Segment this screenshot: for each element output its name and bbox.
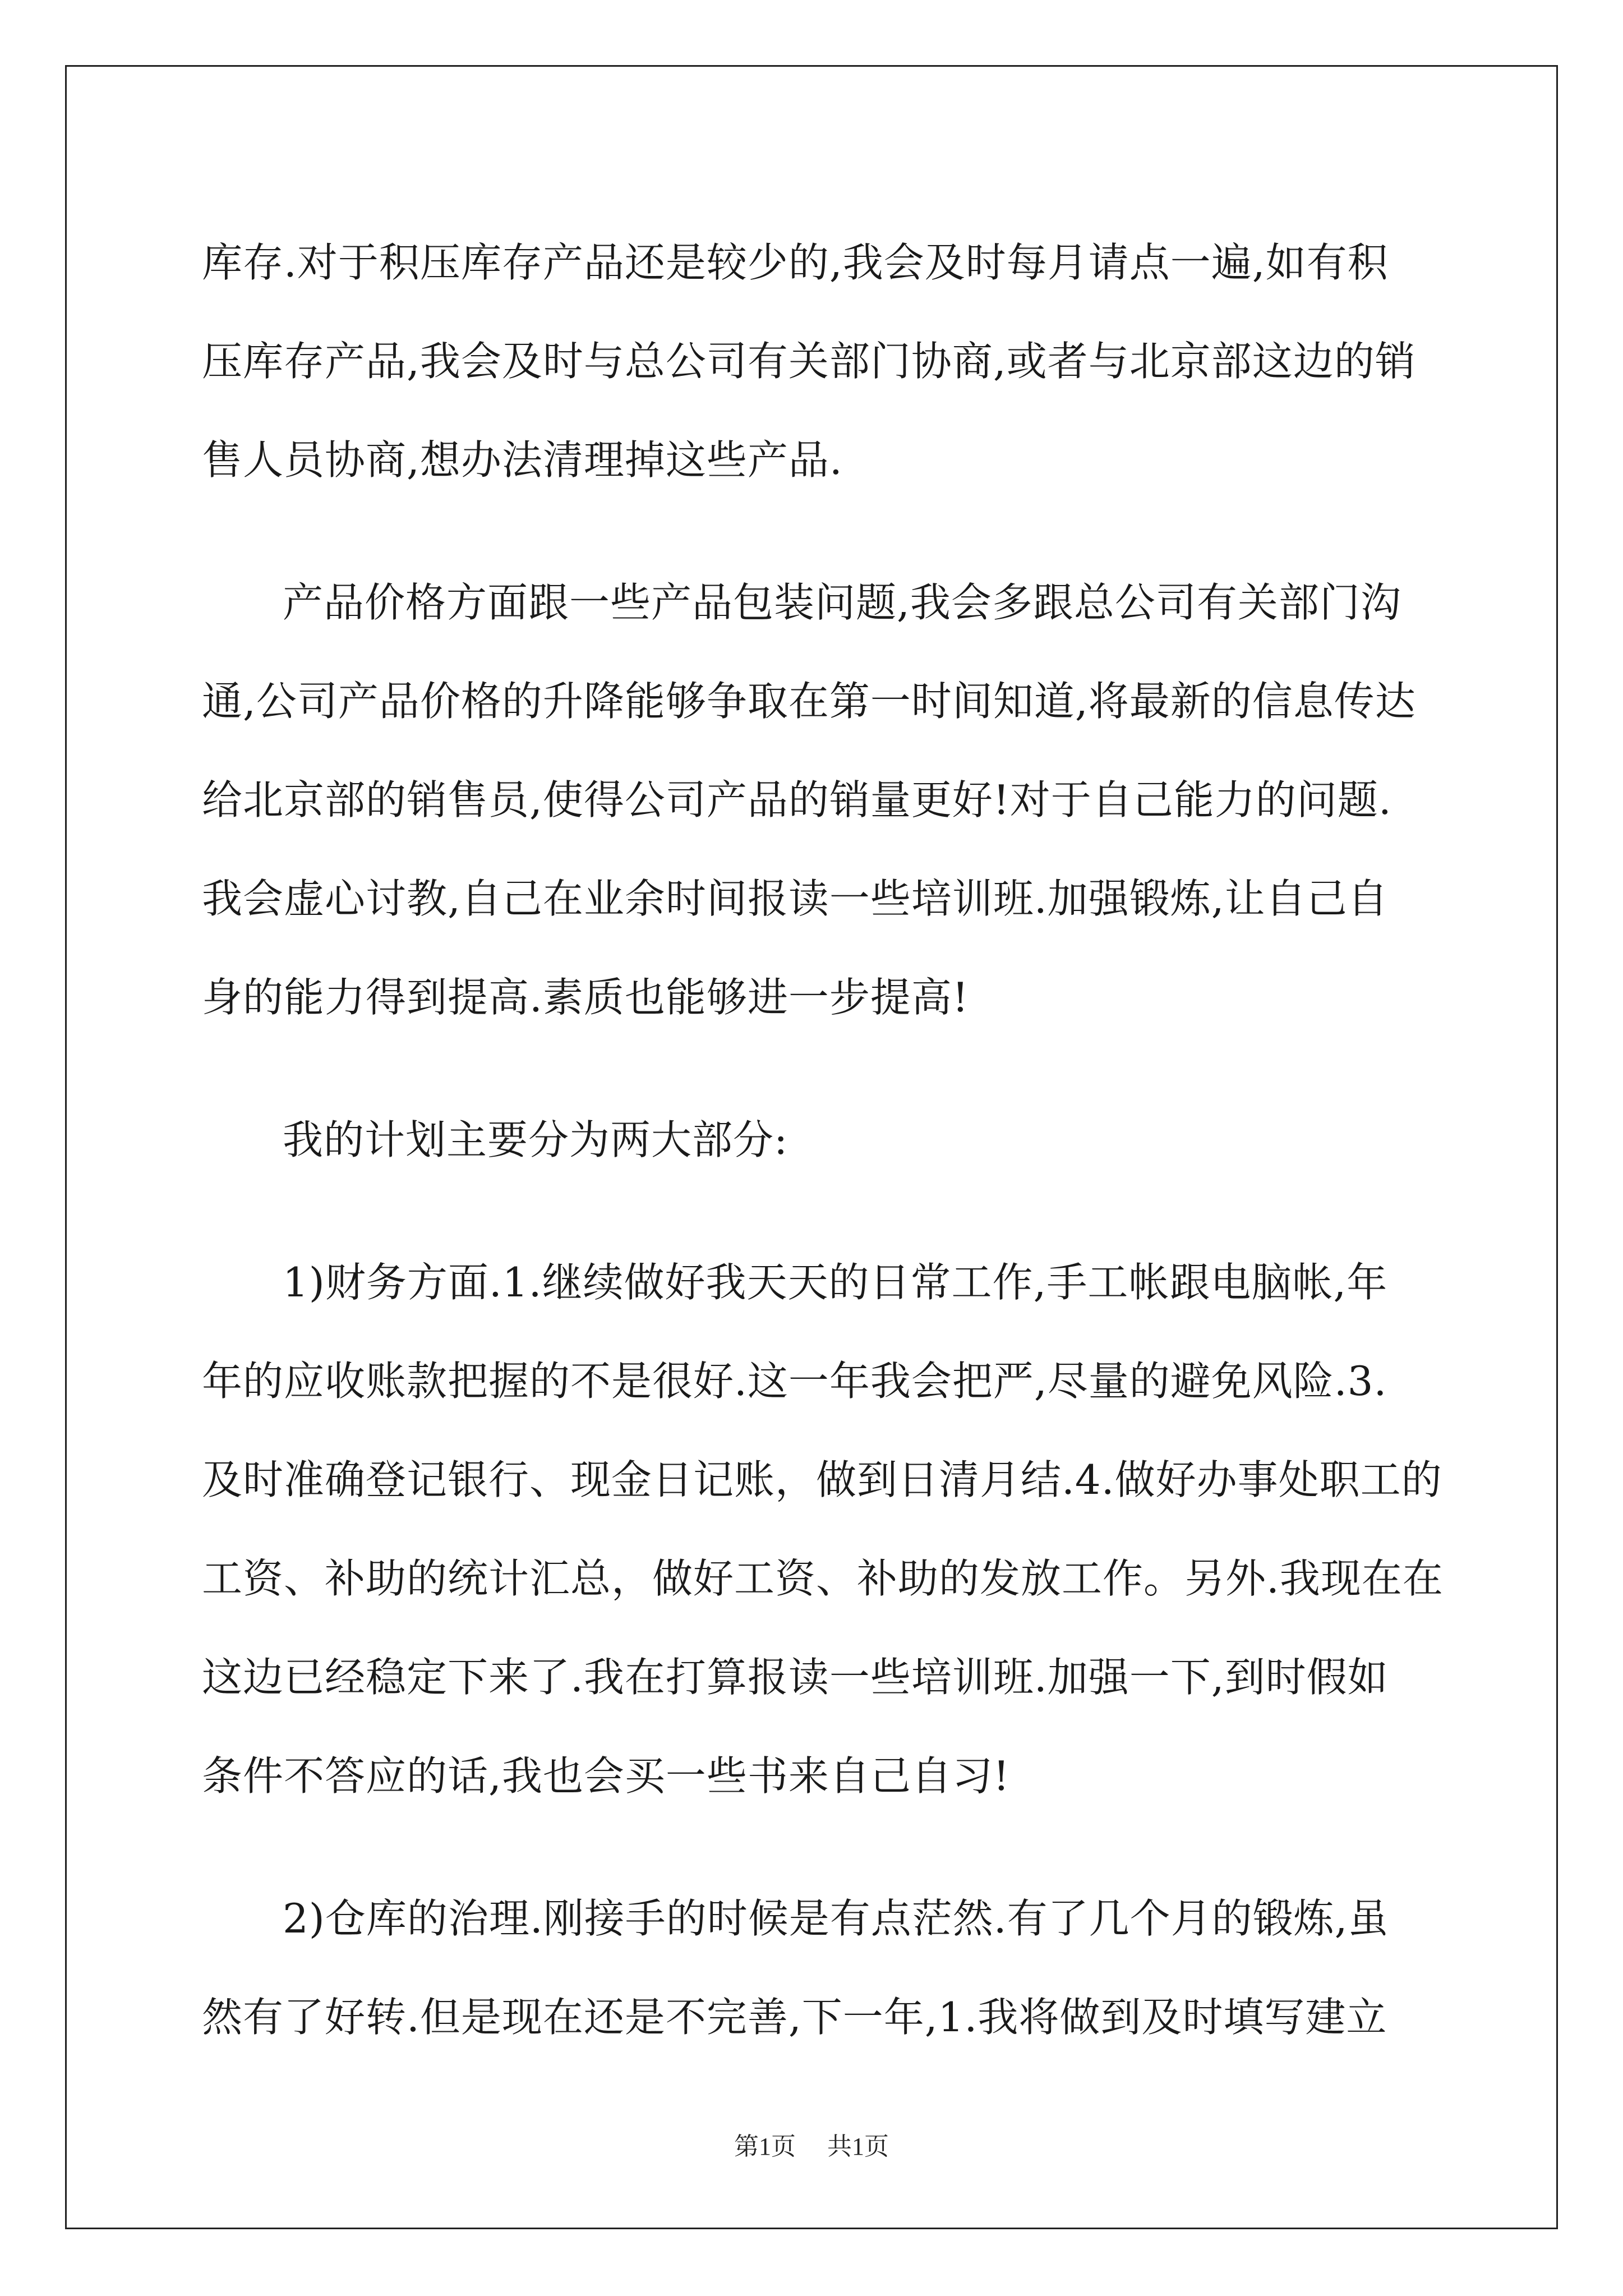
paragraph-4 [202, 1233, 1444, 1825]
text-line: 库存.对于积压库存产品还是较少的,我会及时每月请点一遍,如有积 [202, 239, 1389, 286]
text-line: 工资、补助的统计汇总，做好工资、补助的发放工作。另外.我现在在 [202, 1555, 1444, 1602]
paragraph-2 [202, 553, 1424, 1047]
text-line: 身的能力得到提高.素质也能够进一步提高! [202, 974, 969, 1021]
paragraph-5 [202, 1869, 1424, 2067]
text-line: 给北京部的销售员,使得公司产品的销量更好!对于自己能力的问题. [202, 776, 1392, 823]
text-line: 售人员协商,想办法清理掉这些产品. [202, 436, 843, 484]
text-line: 通,公司产品价格的升降能够争取在第一时间知道,将最新的信息传达 [202, 678, 1416, 725]
text-line: 年的应收账款把握的不是很好.这一年我会把严,尽量的避免风险.3. [202, 1358, 1387, 1405]
text-line: 产品价格方面跟一些产品包装问题,我会多跟总公司有关部门沟 [283, 579, 1401, 626]
text-line: 压库存产品,我会及时与总公司有关部门协商,或者与北京部这边的销 [202, 338, 1416, 385]
text-line: 1)财务方面.1.继续做好我天天的日常工作,手工帐跟电脑帐,年 [283, 1259, 1388, 1306]
paragraph-3 [202, 1091, 1424, 1189]
page-total: 共1页 [827, 2133, 889, 2160]
page-footer [0, 2126, 1623, 2162]
page-number: 第1页 [734, 2133, 796, 2160]
text-line: 条件不答应的话,我也会买一些书来自己自习! [202, 1752, 1010, 1800]
text-line: 2)仓库的治理.刚接手的时候是有点茫然.有了几个月的锻炼,虽 [283, 1895, 1389, 1942]
document-body [202, 213, 1444, 2067]
text-line: 及时准确登记银行、现金日记账，做到日清月结.4.做好办事处职工的 [202, 1456, 1442, 1503]
text-line: 这边已经稳定下来了.我在打算报读一些培训班.加强一下,到时假如 [202, 1654, 1389, 1701]
text-line: 我的计划主要分为两大部分: [283, 1116, 789, 1163]
text-line: 我会虚心讨教,自己在业余时间报读一些培训班.加强锻炼,让自己自 [202, 875, 1389, 922]
text-line: 然有了好转.但是现在还是不完善,下一年,1.我将做到及时填写建立 [202, 1994, 1387, 2041]
paragraph-1 [202, 213, 1424, 509]
